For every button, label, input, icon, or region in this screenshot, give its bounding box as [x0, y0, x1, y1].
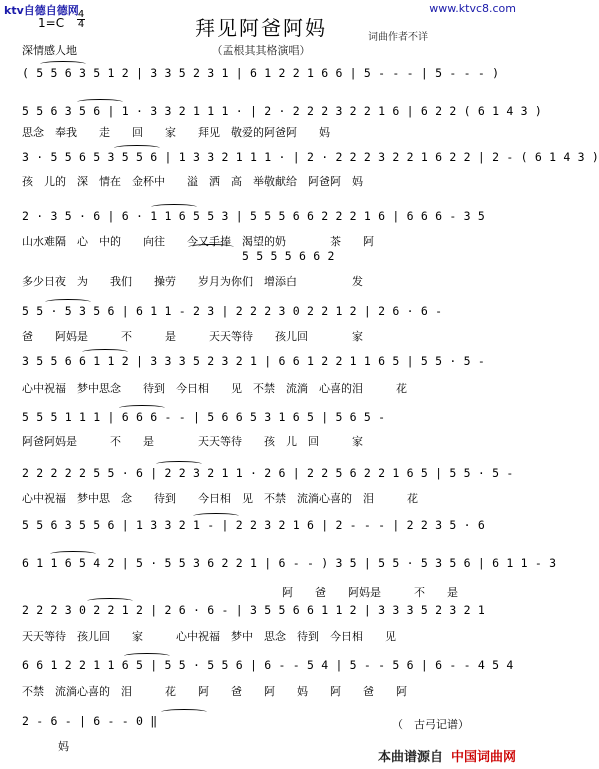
slur-mark	[161, 709, 207, 715]
meter-top: 4	[77, 9, 85, 20]
slur-mark	[193, 513, 239, 519]
slur-mark	[151, 204, 197, 210]
score-notes-row: ( 5 5 6 3 5 1 2 | 3 3 5 2 3 1 | 6 1 2 2 1 6 6 | 5 - - - | 5 - - - )	[22, 66, 500, 80]
score-notes-row: 5 5 6 3 5 6 | 1 · 3 3 2 1 1 1 · | 2 · 2 2 2 3 2 2 1 6 | 6 2 2 ( 6 1 4 3 )	[22, 104, 543, 118]
slur-mark	[87, 598, 133, 604]
lyrics-row: 爸 阿妈是 不 是 天天等待 孩儿回 家	[22, 330, 363, 343]
score-notes-row: 3 · 5 5 6 5 3 5 5 6 | 1 3 3 2 1 1 1 · | 2 · 2 2 2 3 2 2 1 6 2 2 | 2 - ( 6 1 4 3 )	[22, 150, 599, 164]
composer-credit: 词曲作者不详	[368, 32, 428, 43]
site-url[interactable]: www.ktvc8.com	[429, 2, 516, 15]
score-notes-row: 6 1 1 6 5 4 2 | 5 · 5 5 3 6 2 2 1 | 6 - - ) 3 5 | 5 5 · 5 3 5 6 | 6 1 1 - 3	[22, 556, 557, 570]
slur-mark	[82, 349, 128, 355]
song-title: 拜见阿爸阿妈	[195, 16, 327, 40]
score-notes-row: 5 5 5 1 1 1 | 6 6 6 - - | 5 6 6 5 3 1 6 5 | 5 6 5 -	[22, 410, 386, 424]
slur-mark	[77, 99, 123, 105]
lyrics-row: 山水难隔 心 中的 向往 今又手捧 渴望的奶 茶 阿	[22, 235, 374, 248]
slur-mark	[45, 299, 91, 305]
score-notes-row: 2 · 3 5 · 6 | 6 · 1 1 6 5 5 3 | 5 5 5 6 6 2 2 2 1 6 | 6 6 6 - 3 5	[22, 209, 486, 223]
lyrics-row: 阿爸阿妈是 不 是 天天等待 孩 儿 回 家	[22, 435, 363, 448]
slur-mark	[114, 145, 160, 151]
slur-mark	[156, 461, 202, 467]
lyrics-row: 心中祝福 梦中思 念 待到 今日相 见 不禁 流淌心喜的 泪 花	[22, 492, 418, 505]
score-notes-row: 6 6 1 2 2 1 1 6 5 | 5 5 · 5 5 6 | 6 - - 5 4 | 5 - - 5 6 | 6 - - 4 5 4	[22, 658, 514, 672]
singer-credit: （孟根其其格演唱）	[211, 44, 311, 57]
lyrics-row: 阿 爸 阿妈是 不 是	[282, 586, 458, 599]
transcriber-note: （ 古弓记谱）	[392, 718, 469, 731]
lyrics-row: 孩 儿的 深 情在 金杯中 溢 洒 高 举敬献给 阿爸阿 妈	[22, 175, 363, 188]
score-notes-row: 5 5 6 3 5 5 6 | 1 3 3 2 1 - | 2 2 3 2 1 6 | 2 - - - | 2 2 3 5 · 6	[22, 518, 486, 532]
lyrics-row: 天天等待 孩儿回 家 心中祝福 梦中 思念 待到 今日相 见	[22, 630, 396, 643]
meter-bottom: 4	[77, 19, 85, 30]
expression-marking: 深情感人地	[22, 44, 77, 57]
slur-mark	[50, 551, 96, 557]
slur-mark	[188, 244, 234, 250]
key-signature: 1=C	[38, 16, 65, 30]
lyrics-row: 心中祝福 梦中思念 待到 今日相 见 不禁 流淌 心喜的泪 花	[22, 382, 407, 395]
slur-mark	[119, 405, 165, 411]
lyrics-row: 不禁 流淌心喜的 泪 花 阿 爸 阿 妈 阿 爸 阿	[22, 685, 407, 698]
score-notes-row: 3 5 5 6 6 1 1 2 | 3 3 3 5 2 3 2 1 | 6 6 1 2 2 1 1 6 5 | 5 5 · 5 -	[22, 354, 486, 368]
lyrics-row: 妈	[58, 740, 69, 753]
lyrics-row: 多少日夜 为 我们 操劳 岁月为你们 增添白 发	[22, 275, 363, 288]
slur-mark	[40, 61, 86, 67]
site-logo-left: ktv自德自德网	[4, 4, 79, 17]
score-notes-row: 5 5 5 5 6 6 2	[242, 249, 335, 263]
lyrics-row: 思念 奉我 走 回 家 拜见 敬爱的阿爸阿 妈	[22, 126, 330, 139]
score-notes-row: 2 - 6 - | 6 - - 0 ‖	[22, 714, 158, 728]
footer-source-text: 本曲谱源自	[377, 750, 443, 765]
source-footer	[378, 746, 516, 765]
slur-mark	[124, 653, 170, 659]
footer-site-name[interactable]: 中国词曲网	[450, 750, 516, 765]
score-notes-row: 2 2 2 2 2 5 5 · 6 | 2 2 3 2 1 1 · 2 6 | 2 2 5 6 2 2 1 6 5 | 5 5 · 5 -	[22, 466, 514, 480]
score-notes-row: 2 2 2 3 0 2 2 1 2 | 2 6 · 6 - | 3 5 5 6 6 1 1 2 | 3 3 3 5 2 3 2 1	[22, 603, 486, 617]
score-notes-row: 5 5 · 5 3 5 6 | 6 1 1 - 2 3 | 2 2 2 3 0 2 2 1 2 | 2 6 · 6 -	[22, 304, 443, 318]
